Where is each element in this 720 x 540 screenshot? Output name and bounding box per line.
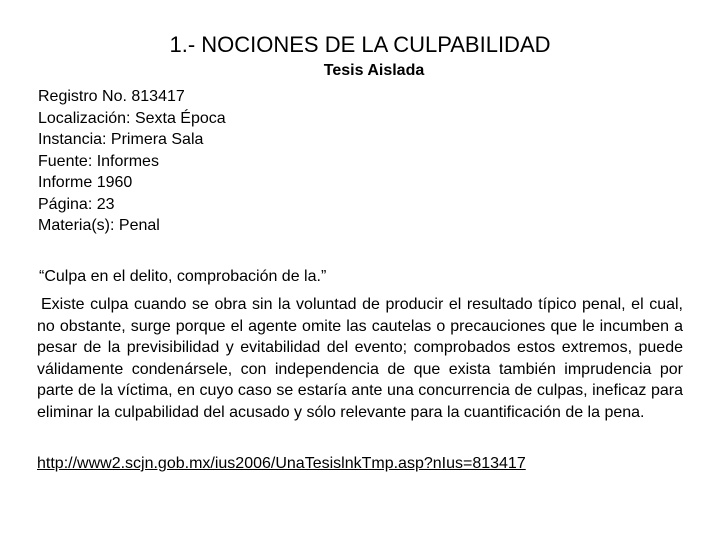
page-title: 1.- NOCIONES DE LA CULPABILIDAD xyxy=(169,32,551,57)
materia-line: Materia(s): Penal xyxy=(38,217,160,234)
thesis-heading: “Culpa en el delito, comprobación de la.” xyxy=(39,268,327,285)
thesis-body: Existe culpa cuando se obra sin la voluntad de producir el resultado típico penal, el cual, no obstante, surge porque el agente omite las cautelas o precauciones que le incumben a pesar de la previsibilidad y evitabilidad del evento; comprobados estos extremos, puede válidamente condenársele, con independencia de que exista también imprudencia por parte de la víctima, en cuyo caso se estaría ante una concurrencia de culpas, ineficaz para eliminar la culpabilidad del acusado y sólo relevante para la cuantificación de la pena. xyxy=(37,296,683,421)
page-subtitle: Tesis Aislada xyxy=(323,62,425,79)
source-link[interactable]: http://www2.scjn.gob.mx/ius2006/UnaTesislnkTmp.asp?nIus=813417 xyxy=(37,455,526,472)
pagina-line: Página: 23 xyxy=(38,195,115,213)
fuente-line: Fuente: Informes xyxy=(38,152,159,170)
informe-line: Informe 1960 xyxy=(38,174,133,191)
instancia-line: Instancia: Primera Sala xyxy=(38,131,204,148)
localizacion-line: Localización: Sexta Época xyxy=(38,109,226,127)
metadata-block xyxy=(38,86,226,237)
registro-line: Registro No. 813417 xyxy=(38,88,185,105)
